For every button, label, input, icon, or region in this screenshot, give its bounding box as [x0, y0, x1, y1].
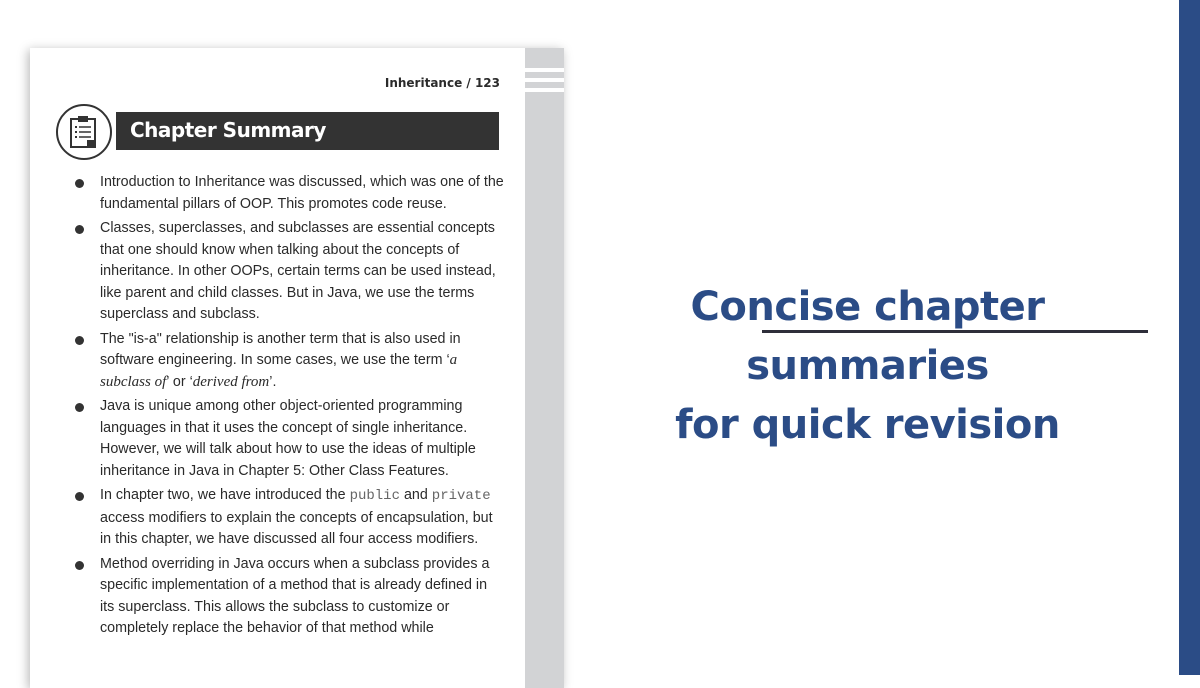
tagline-line-2: for quick revision: [675, 402, 1060, 448]
page-edge-line: [525, 88, 564, 92]
accent-side-bar: [1179, 0, 1200, 675]
tagline: [575, 278, 1160, 455]
bullet-text: ’.: [269, 373, 277, 390]
bullet-text: In chapter two, we have introduced the: [100, 487, 350, 503]
chapter-summary-title: Chapter Summary: [130, 118, 326, 142]
tagline-underline: [762, 330, 1148, 333]
code-keyword: public: [349, 488, 400, 504]
bullet-text: and: [399, 487, 432, 503]
page-edge-line: [525, 68, 564, 72]
bullet-text: ’ or ‘: [166, 373, 193, 390]
running-head: Inheritance / 123: [384, 76, 500, 90]
page-edge-line: [525, 78, 564, 82]
clipboard-icon: [56, 104, 112, 160]
italic-term: a subclass of: [100, 352, 458, 390]
summary-bullet: Java is unique among other object-oriented programming languages in that it uses the concept of single inheritance. However, we will talk about how to use the ideas of multiple inheritance in Java in Chapter 5: Other Class Features.: [74, 396, 504, 482]
tagline-line-1: Concise chapter summaries: [690, 284, 1045, 389]
bullet-text: The "is-a" relationship is another term that is also used in software engineering. In some cases, we use the term ‘: [100, 330, 461, 368]
code-keyword: private: [431, 488, 491, 504]
summary-bullet: Method overriding in Java occurs when a subclass provides a specific implementation of a method that is already defined in its superclass. This allows the subclass to customize or completely replace the behavior of that method while: [74, 554, 504, 640]
bullet-text: access modifiers to explain the concepts of encapsulation, but in this chapter, we have discussed all four access modifiers.: [100, 509, 493, 547]
summary-bullet: [74, 485, 504, 551]
book-page: [30, 48, 525, 688]
summary-bullet-list: [74, 172, 504, 643]
chapter-summary-title-bar: [116, 112, 499, 150]
summary-bullet: Classes, superclasses, and subclasses are essential concepts that one should know when talking about the concepts of inheritance. In other OOPs, certain terms can be used instead, like parent and child classes. But in Java, we use the terms superclass and subclass.: [74, 218, 504, 326]
page-edge: [525, 48, 564, 688]
summary-bullet: [74, 329, 504, 394]
italic-term: derived from: [192, 373, 270, 390]
summary-bullet: Introduction to Inheritance was discussed, which was one of the fundamental pillars of OOP. This promotes code reuse.: [74, 172, 504, 215]
